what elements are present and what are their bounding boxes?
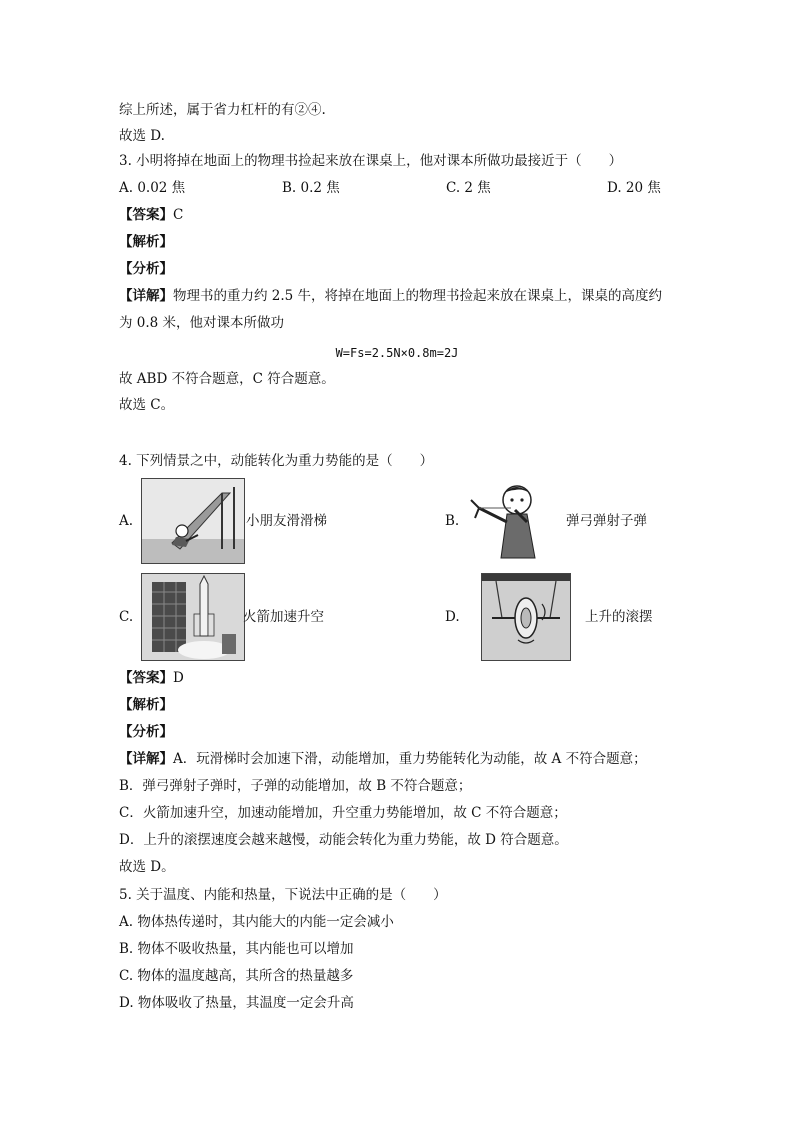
detail-tag: 【详解】	[119, 288, 173, 304]
q4-detail-b: B．弹弓弹射子弹时，子弹的动能增加，故 B 不符合题意；	[119, 778, 472, 794]
q4-choose: 故选 D。	[119, 859, 175, 875]
q5-option-a: A. 物体热传递时，其内能大的内能一定会减小	[119, 914, 394, 930]
q4-option-d-caption: 上升的滚摆	[585, 609, 653, 625]
q3-detail-line2: 为 0.8 米，他对课本所做功	[119, 315, 285, 331]
slingshot-picture	[465, 478, 561, 564]
slide-picture	[141, 478, 245, 564]
q4-detail-c: C．火箭加速升空，加速动能增加，升空重力势能增加，故 C 不符合题意；	[119, 805, 567, 821]
q4-option-a-caption: 小朋友滑滑梯	[246, 513, 327, 529]
q4-option-c-caption: 火箭加速升空	[243, 609, 324, 625]
q3-option-c: C. 2 焦	[446, 180, 491, 196]
q3-conclusion: 故 ABD 不符合题意，C 符合题意。	[119, 371, 335, 387]
q4-analysis-tag: 【解析】	[119, 697, 173, 713]
q3-option-a: A. 0.02 焦	[119, 180, 186, 196]
answer-tag: 【答案】	[119, 207, 173, 223]
q5-option-b: B. 物体不吸收热量，其内能也可以增加	[119, 941, 354, 957]
q3-answer-line	[119, 206, 183, 224]
q4-answer: D	[173, 670, 184, 686]
prev-summary: 综上所述，属于省力杠杆的有②④.	[119, 102, 326, 118]
q5-option-d: D. 物体吸收了热量，其温度一定会升高	[119, 995, 354, 1011]
q3-analysis-tag: 【解析】	[119, 234, 173, 250]
maxwell-wheel-picture	[481, 573, 571, 661]
q5-option-c: C. 物体的温度越高，其所含的热量越多	[119, 968, 354, 984]
q3-option-b: B. 0.2 焦	[282, 180, 340, 196]
prev-choose: 故选 D.	[119, 128, 165, 144]
rocket-picture	[141, 573, 245, 661]
q4-option-b-caption: 弹弓弹射子弹	[566, 513, 647, 529]
q3-choose: 故选 C。	[119, 397, 175, 413]
q4-detail-a: 【详解】A．玩滑梯时会加速下滑，动能增加，重力势能转化为动能，故 A 不符合题意；	[119, 751, 647, 767]
q4-fenxi-tag: 【分析】	[119, 724, 173, 740]
q4-detail-d: D．上升的滚摆速度会越来越慢，动能会转化为重力势能，故 D 符合题意。	[119, 832, 568, 848]
answer-tag: 【答案】	[119, 670, 173, 686]
q5-stem: 5. 关于温度、内能和热量，下说法中正确的是（ ）	[119, 887, 447, 903]
q4-stem: 4. 下列情景之中，动能转化为重力势能的是（ ）	[119, 453, 434, 469]
q4-answer-line	[119, 669, 184, 687]
q3-answer: C	[173, 207, 184, 223]
q4-option-d-letter: D.	[445, 609, 460, 625]
q3-fenxi-tag: 【分析】	[119, 261, 173, 277]
detail-tag: 【详解】	[119, 751, 173, 767]
q3-stem: 3. 小明将掉在地面上的物理书捡起来放在课桌上，他对课本所做功最接近于（ ）	[119, 153, 623, 169]
q3-detail-line1: 【详解】物理书的重力约 2.5 牛，将掉在地面上的物理书捡起来放在课桌上，课桌的高度约	[119, 288, 663, 304]
q4-option-a-letter: A.	[119, 513, 134, 529]
q4-option-c-letter: C.	[119, 609, 134, 625]
q4-option-b-letter: B.	[445, 513, 460, 529]
q3-option-d: D. 20 焦	[607, 180, 661, 196]
q3-formula: W=Fs=2.5N×0.8m=2J	[335, 346, 459, 360]
